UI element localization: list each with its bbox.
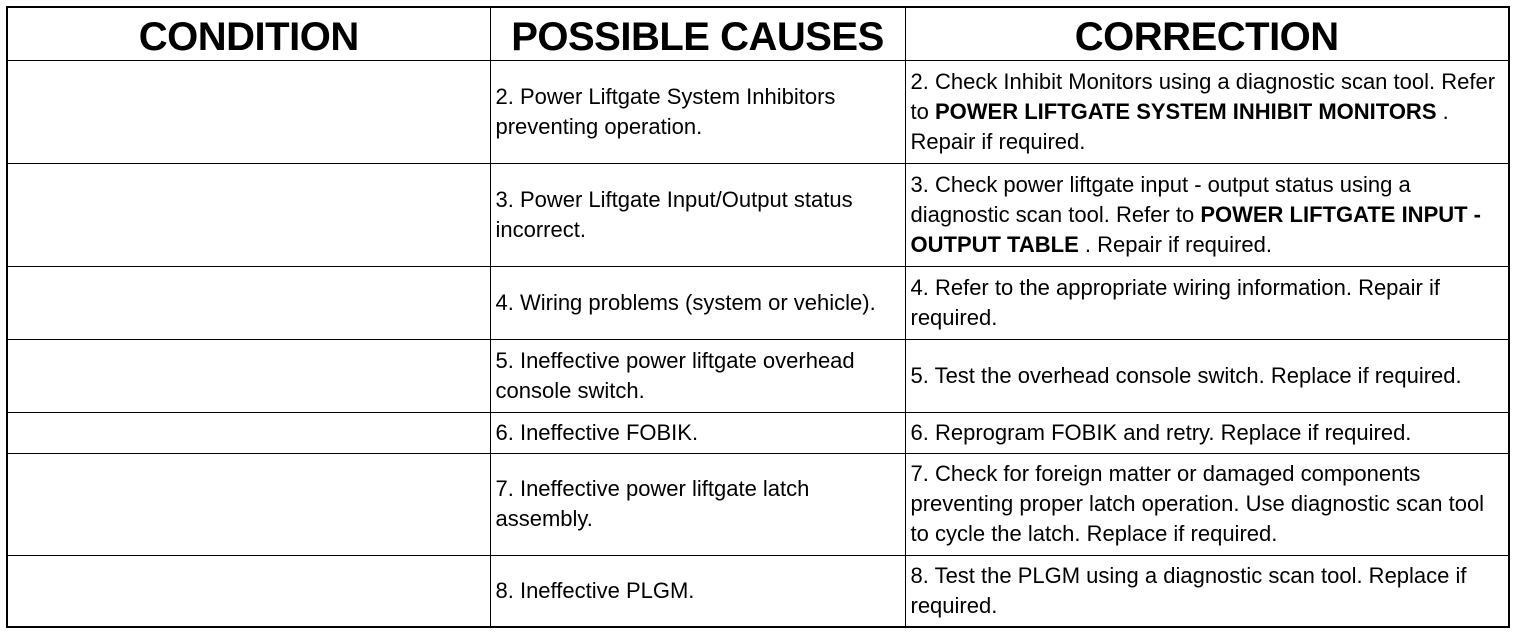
correction-cell [905, 555, 1509, 627]
condition-cell [7, 412, 490, 453]
condition-cell [7, 163, 490, 266]
table-row [7, 412, 1509, 453]
cause-cell: 3. Power Liftgate Input/Output status incorrect. [490, 163, 905, 266]
condition-cell [7, 339, 490, 412]
correction-cell [905, 339, 1509, 412]
cause-cell: 2. Power Liftgate System Inhibitors preventing operation. [490, 60, 905, 163]
cause-cell: 7. Ineffective power liftgate latch assembly. [490, 453, 905, 555]
header-correction: CORRECTION [905, 7, 1509, 60]
correction-cell [905, 163, 1509, 266]
table-row [7, 339, 1509, 412]
cause-cell: 6. Ineffective FOBIK. [490, 412, 905, 453]
header-row [7, 7, 1509, 60]
table-row [7, 453, 1509, 555]
correction-text-end: . Repair if required. [910, 98, 1449, 154]
correction-text-end: . Repair if required. [1078, 231, 1272, 257]
table-row [7, 266, 1509, 339]
diagnosis-table [6, 6, 1510, 628]
correction-cell [905, 266, 1509, 339]
correction-text: 2. Check Inhibit Monitors using a diagnostic scan tool. Refer to [910, 68, 1496, 124]
condition-cell [7, 453, 490, 555]
condition-cell [7, 555, 490, 627]
header-possible-causes: POSSIBLE CAUSES [490, 7, 905, 60]
table-row [7, 60, 1509, 163]
cause-cell: 8. Ineffective PLGM. [490, 555, 905, 627]
correction-text: 3. Check power liftgate input - output status using a diagnostic scan tool. Refer to [910, 171, 1411, 227]
correction-text: 6. Reprogram FOBIK and retry. Replace if required. [910, 419, 1412, 445]
correction-reference: POWER LIFTGATE INPUT - OUTPUT TABLE [910, 201, 1482, 257]
correction-cell [905, 60, 1509, 163]
cause-cell: 5. Ineffective power liftgate overhead console switch. [490, 339, 905, 412]
table-row [7, 555, 1509, 627]
cause-cell: 4. Wiring problems (system or vehicle). [490, 266, 905, 339]
condition-cell [7, 60, 490, 163]
correction-text: 5. Test the overhead console switch. Replace if required. [910, 362, 1462, 388]
header-condition: CONDITION [7, 7, 490, 60]
correction-text: 8. Test the PLGM using a diagnostic scan tool. Replace if required. [910, 562, 1467, 618]
correction-text: 4. Refer to the appropriate wiring information. Repair if required. [910, 274, 1440, 330]
condition-cell [7, 266, 490, 339]
correction-cell [905, 453, 1509, 555]
correction-cell [905, 412, 1509, 453]
table-row [7, 163, 1509, 266]
correction-text: 7. Check for foreign matter or damaged components preventing proper latch operation. Use diagnostic scan tool to cycle the latch. Replace if required. [910, 461, 1485, 546]
correction-reference: POWER LIFTGATE SYSTEM INHIBIT MONITORS [934, 98, 1437, 124]
